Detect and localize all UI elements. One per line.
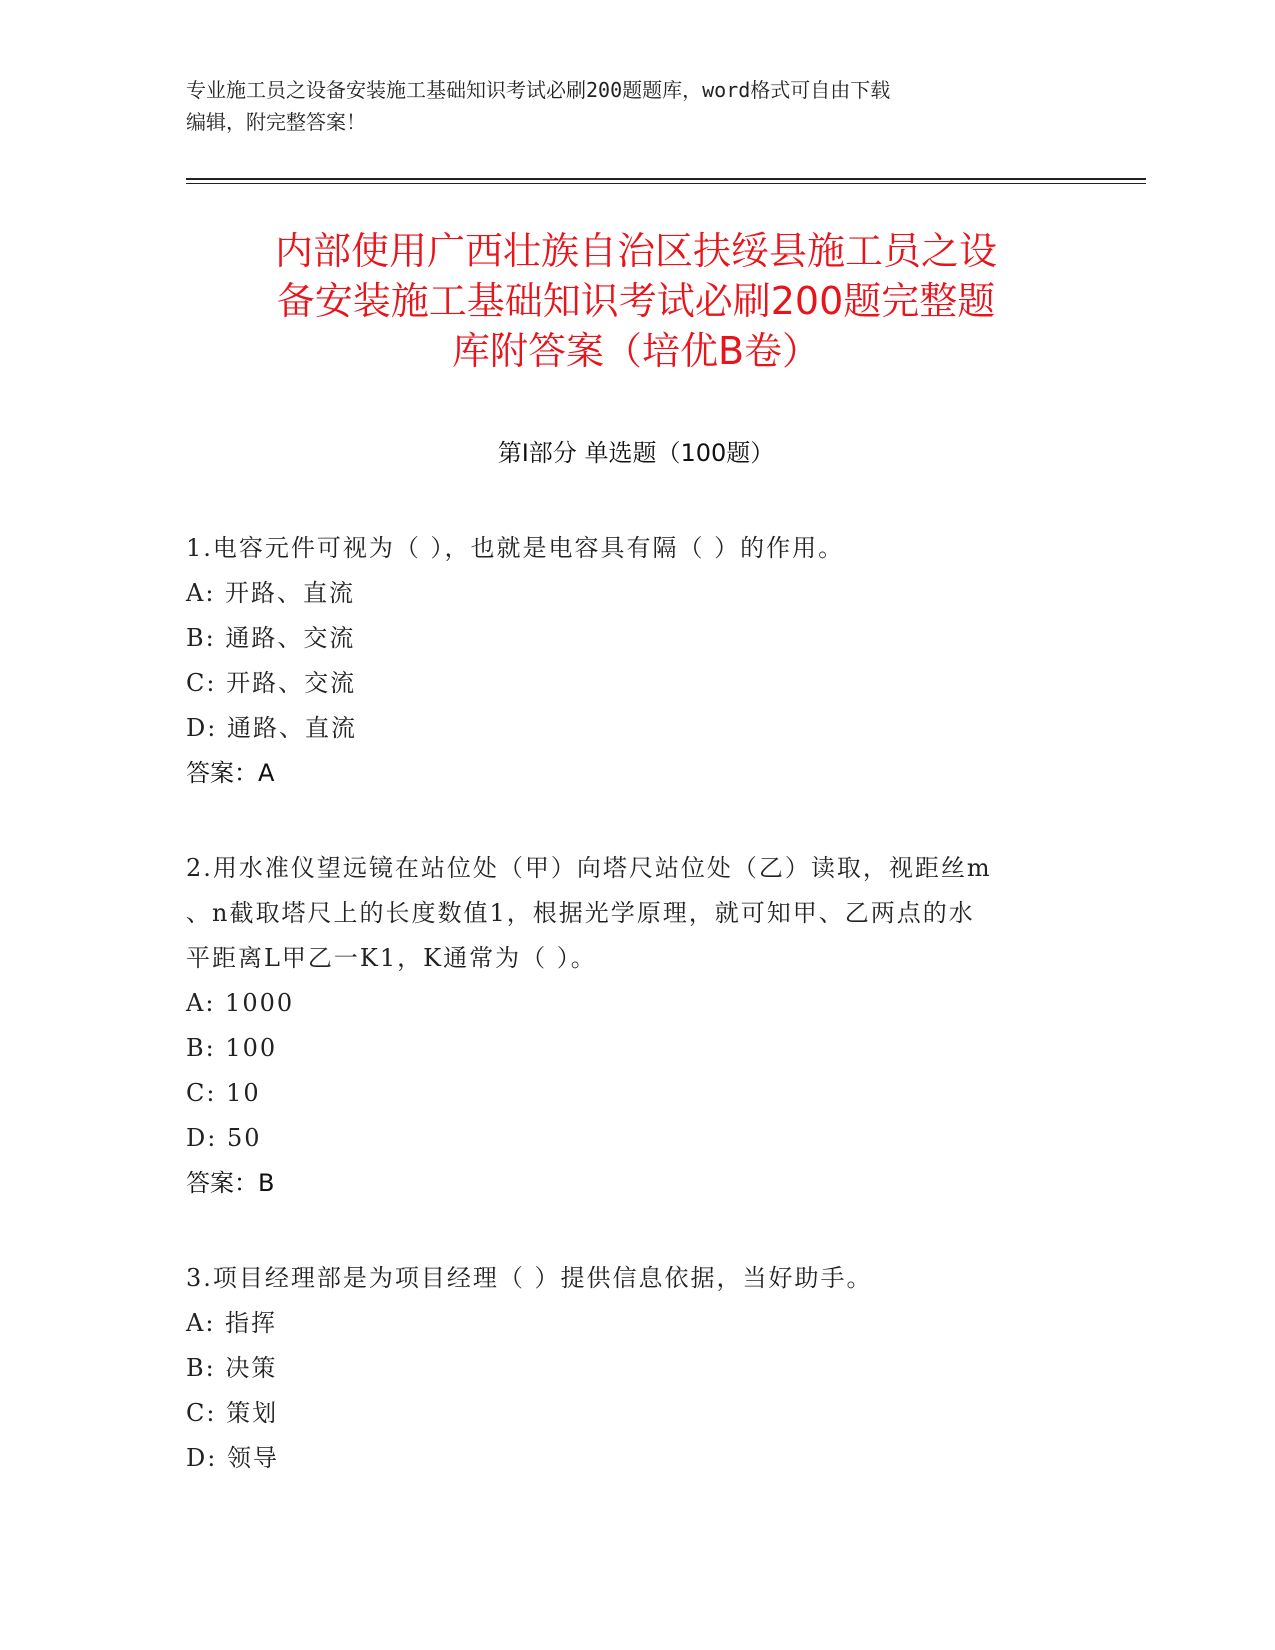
question-3 (186, 1256, 1086, 1481)
answer: 答案：A (186, 759, 275, 787)
answer: 答案：B (186, 1169, 275, 1197)
header-note (186, 74, 1066, 138)
option-a: A: 开路、直流 (186, 579, 356, 607)
question-stem: 3.项目经理部是为项目经理（ ）提供信息依据，当好助手。 (186, 1264, 873, 1292)
question-stem: 1.电容元件可视为（ ），也就是电容具有隔（ ）的作用。 (186, 534, 845, 562)
title-line1: 内部使用广西壮族自治区扶绥县施工员之设 (274, 229, 997, 273)
question-2 (186, 846, 1086, 1206)
option-d: D: 领导 (186, 1444, 279, 1472)
header-divider-thick (186, 178, 1146, 180)
section-title: 第Ⅰ部分 单选题（100题） (497, 439, 775, 467)
question-list (186, 526, 1086, 1531)
document-title (186, 226, 1086, 376)
header-note-line1: 专业施工员之设备安装施工基础知识考试必刷200题题库，word格式可自由下载 (186, 78, 891, 102)
title-line2: 备安装施工基础知识考试必刷200题完整题 (276, 279, 996, 323)
question-stem-line1: 2.用水准仪望远镜在站位处（甲）向塔尺站位处（乙）读取，视距丝m (186, 854, 992, 882)
option-b: B: 决策 (186, 1354, 278, 1382)
option-a: A: 指挥 (186, 1309, 278, 1337)
header-note-line2: 编辑，附完整答案！ (186, 110, 366, 134)
question-stem-line3: 平距离L甲乙一K1，K通常为（ ）。 (186, 944, 597, 972)
option-a: A: 1000 (186, 989, 295, 1017)
option-b: B: 通路、交流 (186, 624, 356, 652)
option-c: C: 策划 (186, 1399, 279, 1427)
option-b: B: 100 (186, 1034, 278, 1062)
option-d: D: 通路、直流 (186, 714, 357, 742)
title-line3: 库附答案（培优B卷） (451, 329, 821, 373)
option-c: C: 开路、交流 (186, 669, 357, 697)
question-stem-line2: 、n截取塔尺上的长度数值1，根据光学原理，就可知甲、乙两点的水 (186, 899, 975, 927)
option-d: D: 50 (186, 1124, 262, 1152)
option-c: C: 10 (186, 1079, 261, 1107)
question-1 (186, 526, 1086, 796)
header-divider-thin (186, 183, 1146, 184)
